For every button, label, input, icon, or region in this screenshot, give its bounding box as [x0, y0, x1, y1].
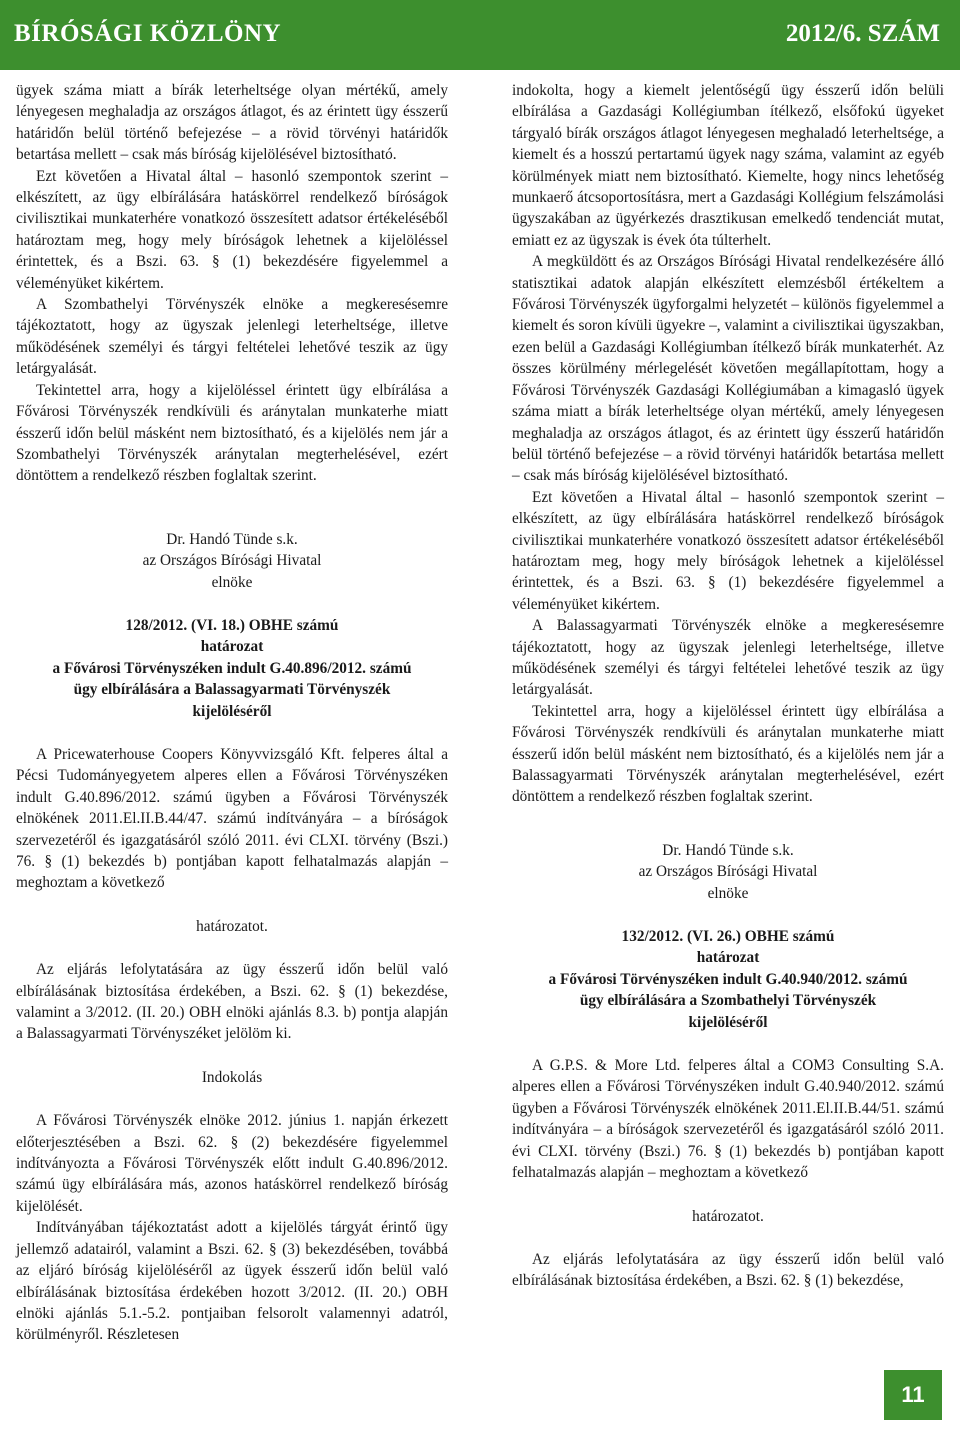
journal-title: BÍRÓSÁGI KÖZLÖNY	[14, 20, 282, 47]
decision-heading: határozat	[200, 638, 264, 656]
decision-heading: a Fővárosi Törvényszéken indult G.40.896/2012. számú	[52, 659, 412, 677]
paragraph: A Fővárosi Törvényszék elnöke 2012. június 1. napján érkezett előterjesztésében a Bszi. 62. § (2) bekezdésére figyelemmel indítványozta a Fővárosi Törvényszék előtt indult G.40.896/2012. számú ügy elbírálására más, azonos hatáskörrel rendelkező bíróság kijelölését.	[16, 1112, 448, 1215]
signature-office: az Országos Bírósági Hivatal	[638, 863, 818, 881]
paragraph: Ezt követően a Hivatal által – hasonló szempontok szerint – elkészített, az ügy elbírálására hatáskörrel rendelkező bíróságok civilisztikai munkaterhére vonatkozó összesített adatsor értékeléséből határoztam meg, hogy mely bíróságok lehetnek a kijelöléssel érintettek, és a Bszi. 63. § (1) bekezdésére figyelemmel a véleményüket kikértem.	[16, 167, 448, 292]
decision-heading: kijelöléséről	[192, 702, 272, 720]
paragraph: A Pricewaterhouse Coopers Könyvvizsgáló Kft. felperes által a Pécsi Tudományegyetem alperes ellen a Fővárosi Törvényszéken indult G.40.896/2012. számú ügyben a Fővárosi Törvényszék elnökének 2011.El.II.B.44/47. számú indítványára – a bíróságok szervezetéről és igazgatásáról szóló 2011. évi CLXI. törvény (Bszi.) 76. § (1) bekezdés b) pontjában kapott felhatalmazás alapján – meghoztam a következő	[16, 745, 448, 892]
decision-heading: a Fővárosi Törvényszéken indult G.40.940/2012. számú	[548, 970, 908, 988]
signature-role: elnöke	[211, 573, 253, 591]
issue-number: 2012/6. SZÁM	[785, 20, 940, 47]
decision-heading: kijelöléséről	[688, 1013, 768, 1031]
page-header	[0, 0, 960, 70]
decision-heading: 128/2012. (VI. 18.) OBHE számú	[125, 616, 339, 634]
signature-name: Dr. Handó Tünde s.k.	[166, 530, 298, 548]
paragraph: A G.P.S. & More Ltd. felperes által a COM3 Consulting S.A. alperes ellen a Fővárosi Törvényszéken indult G.40.940/2012. számú ügyben a Fővárosi Törvényszék elnökének 2011.El.II.B.44/51. számú indítványára – a bíróságok szervezetéről és igazgatásáról szóló 2011. évi CLXI. törvény (Bszi.) 76. § (1) bekezdés b) pontjában kapott felhatalmazás alapján – meghoztam a következő	[512, 1057, 944, 1182]
signature-name: Dr. Handó Tünde s.k.	[662, 841, 794, 859]
paragraph: indokolta, hogy a kiemelt jelentőségű ügy ésszerű időn belüli elbírálása a Gazdasági Kollégiumban ítélkező, elsőfokú ügyeket tárgyaló bírák országos átlagot lényegesen meghaladó leterheltsége, a kiemelt és a hosszú pertartamú ügyek nagy száma, valamint az egyéb körülmények miatt nem biztosítható. Kiemelte, hogy nincs lehetőség munkaerő átcsoportosításra, mert a Gazdasági Kollégium felszámolási ügyszakában az ügyérkezés drasztikusan emelkedő tendenciát mutat, emiatt ez az ügyszak is évek óta túlterhelt.	[512, 82, 944, 249]
decision-heading: 132/2012. (VI. 26.) OBHE számú	[621, 928, 835, 946]
paragraph: Indítványában tájékoztatást adott a kijelölés tárgyát érintő ügy jellemző adatairól, valamint a Bszi. 62. § (3) bekezdésében, továbbá az eljáró bíróság kijelöléséről az ügyek ésszerű időn belül való elbírálásának biztosítása érdekében hozott 3/2012. (II. 20.) OBH elnöki ajánlás 5.1.-5.2. pontjaiban felsorolt valamennyi adatról, körülményről. Részletesen	[16, 1219, 448, 1344]
resolution-label: határozatot.	[692, 1207, 764, 1225]
left-column	[16, 80, 448, 1346]
signature-role: elnöke	[707, 884, 749, 902]
right-column	[512, 80, 944, 1292]
decision-heading: határozat	[696, 949, 760, 967]
paragraph: Az eljárás lefolytatására az ügy ésszerű időn belül való elbírálásának biztosítása érdekében, a Bszi. 62. § (1) bekezdése,	[512, 1250, 944, 1290]
signature-office: az Országos Bírósági Hivatal	[142, 552, 322, 570]
reasoning-label: Indokolás	[201, 1068, 263, 1086]
paragraph: Az eljárás lefolytatására az ügy ésszerű időn belül való elbírálásának biztosítása érdekében, a Bszi. 62. § (1) bekezdése, valamint a 3/2012. (II. 20.) OBH elnöki ajánlás 8.3. b) pontja alapján a Balassagyarmati Törvényszéket jelölöm ki.	[16, 961, 448, 1043]
decision-heading: ügy elbírálására a Szombathelyi Törvényszék	[579, 992, 877, 1010]
paragraph: A megküldött és az Országos Bírósági Hivatal rendelkezésére álló statisztikai adatok alapján elkészített elemzésből értékeltem a Fővárosi Törvényszék ügyforgalmi helyzetét – különös figyelemmel a kiemelt és soron kívüli ügyekre –, valamint a civilisztikai ügyszakban, ezen belül a Gazdasági Kollégiumban ítélkező bírák munkaterhét. Az összes körülmény mérlegelését követően megállapítottam, hogy a Fővárosi Törvényszék Gazdasági Kollégiumában a kimagasló ügyek száma miatt a bírák leterheltsége olyan mértékű, amely lényegesen meghaladja az országos átlagot, és az érintett ügy ésszerű határidőn belül történő befejezése – a rövid törvényi határidők betartása mellett – csak más bíróság kijelölésével biztosítható.	[512, 253, 944, 485]
paragraph: A Szombathelyi Törvényszék elnöke a megkeresésemre tájékoztatott, hogy az ügyszak jelenlegi leterheltsége, illetve működésének személyi és tárgyi feltételei lehetővé teszik az ügy letárgyalását.	[16, 296, 448, 378]
paragraph: Tekintettel arra, hogy a kijelöléssel érintett ügy elbírálása a Fővárosi Törvényszék rendkívüli és aránytalan munkaterhe miatt ésszerű időn belül másként nem biztosítható, és a kijelölés nem jár a Szombathelyi Törvényszék aránytalan megterhelésével, ezért döntöttem a rendelkező részben foglaltak szerint.	[16, 381, 448, 485]
resolution-label: határozatot.	[196, 917, 268, 935]
paragraph: ügyek száma miatt a bírák leterheltsége olyan mértékű, amely lényegesen meghaladja az országos átlagot, és az érintett ügy ésszerű határidőn belül történő befejezése – a rövid törvényi határidők betartása mellett – csak más bíróság kijelölésével biztosítható.	[16, 82, 448, 164]
paragraph: Ezt követően a Hivatal által – hasonló szempontok szerint – elkészített, az ügy elbírálására hatáskörrel rendelkező bíróságok civilisztikai munkaterhére vonatkozó összesített adatsor értékeléséből határoztam meg, hogy mely bíróságok lehetnek a kijelöléssel érintettek, és a Bszi. 63. § (1) bekezdésére figyelemmel a véleményüket kikértem.	[512, 488, 944, 613]
decision-heading: ügy elbírálására a Balassagyarmati Törvényszék	[73, 681, 391, 699]
paragraph: Tekintettel arra, hogy a kijelöléssel érintett ügy elbírálása a Fővárosi Törvényszék rendkívüli és aránytalan munkaterhe miatt ésszerű időn belül másként nem biztosítható, és a kijelölés nem jár a Balassagyarmati Törvényszék aránytalan megterhelésével, ezért döntöttem a rendelkező részben foglaltak szerint.	[512, 702, 944, 806]
paragraph: A Balassagyarmati Törvényszék elnöke a megkeresésemre tájékoztatott, hogy az ügyszak jelenlegi leterheltsége, illetve működésének személyi és tárgyi feltételei lehetővé teszik az ügy letárgyalását.	[512, 617, 944, 699]
page-number: 11	[884, 1370, 942, 1420]
